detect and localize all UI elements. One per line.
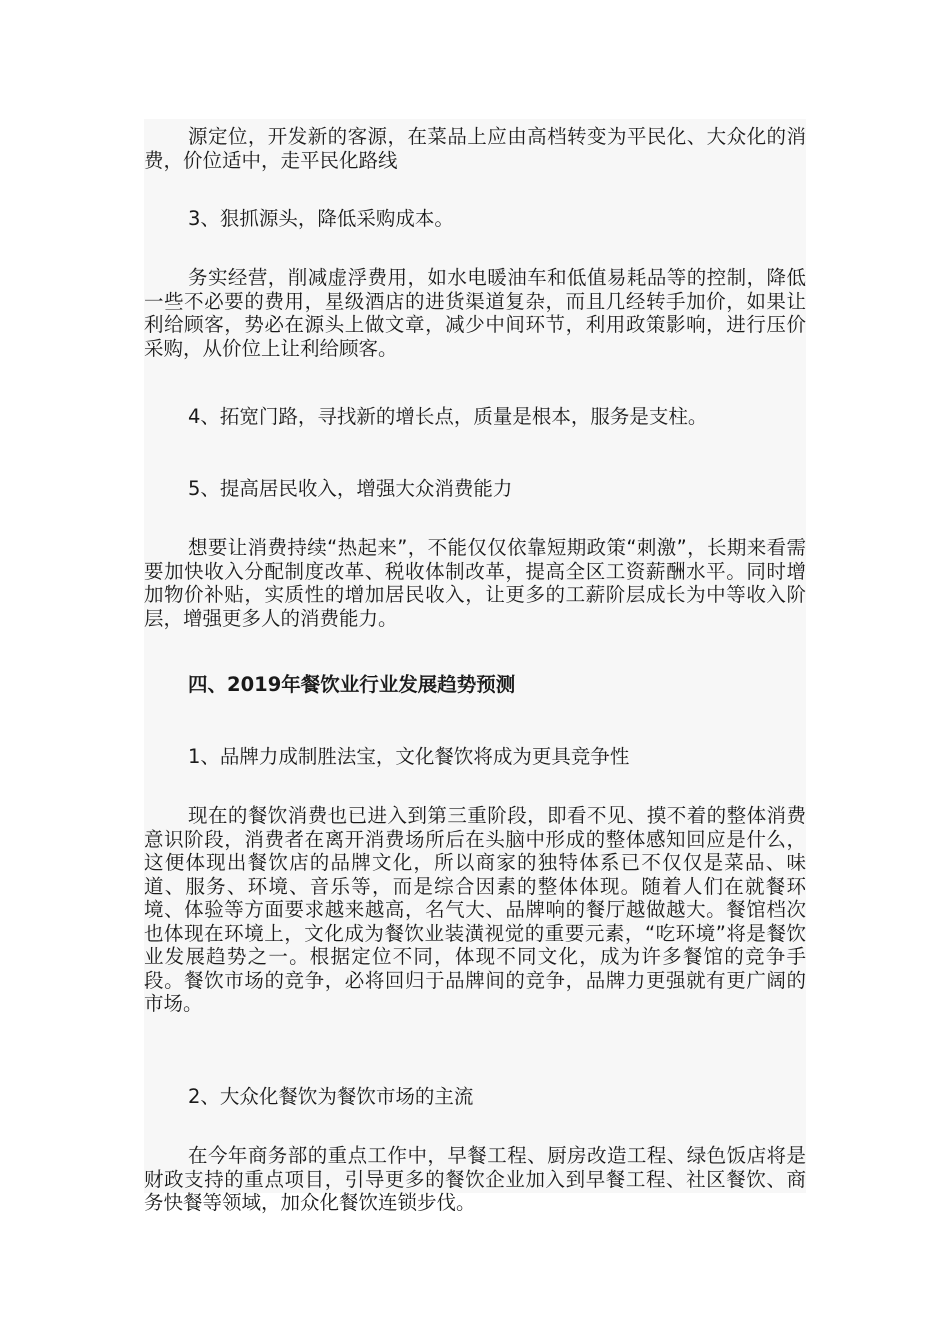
subheading: 1、品牌力成制胜法宝，文化餐饮将成为更具竞争性 [188, 745, 630, 768]
body-paragraph: 想要让消费持续“热起来”，不能仅仅依靠短期政策“刺激”，长期来看需要加快收入分配制度改革、税收体制改革，提高全区工资薪酬水平。同时增加物价补贴，实质性的增加居民收入，让更多的工薪阶层成长为中等收入阶层，增强更多人的消费能力。 [144, 536, 806, 630]
subheading: 4、拓宽门路，寻找新的增长点，质量是根本，服务是支柱。 [188, 405, 708, 428]
subheading: 5、提高居民收入，增强大众消费能力 [188, 477, 513, 500]
body-paragraph: 在今年商务部的重点工作中，早餐工程、厨房改造工程、绿色饭店将是财政支持的重点项目，引导更多的餐饮企业加入到早餐工程、社区餐饮、商务快餐等领域，加众化餐饮连锁步伐。 [144, 1144, 806, 1214]
body-paragraph: 务实经营，削减虚浮费用，如水电暖油车和低值易耗品等的控制，降低一些不必要的费用，星级酒店的进货渠道复杂，而且几经转手加价，如果让利给顾客，势必在源头上做文章，减少中间环节，利用政策影响，进行压价采购，从价位上让利给顾客。 [144, 266, 806, 360]
subheading: 3、狠抓源头，降低采购成本。 [188, 207, 454, 230]
body-paragraph: 现在的餐饮消费也已进入到第三重阶段，即看不见、摸不着的整体消费意识阶段，消费者在离开消费场所后在头脑中形成的整体感知回应是什么，这便体现出餐饮店的品牌文化，所以商家的独特体系已不仅仅是菜品、味道、服务、环境、音乐等，而是综合因素的整体体现。随着人们在就餐环境、体验等方面要求越来越高，名气大、品牌响的餐厅越做越大。餐馆档次也体现在环境上，文化成为餐饮业装潢视觉的重要元素，“吃环境”将是餐饮业发展趋势之一。根据定位不同，体现不同文化，成为许多餐馆的竞争手段。餐饮市场的竞争，必将回归于品牌间的竞争，品牌力更强就有更广阔的市场。 [144, 804, 806, 1015]
section-heading: 四、2019年餐饮业行业发展趋势预测 [188, 673, 516, 696]
subheading: 2、大众化餐饮为餐饮市场的主流 [188, 1085, 474, 1108]
document-body [144, 119, 806, 1214]
body-paragraph: 源定位，开发新的客源，在菜品上应由高档转变为平民化、大众化的消费，价位适中，走平民化路线 [144, 125, 806, 172]
